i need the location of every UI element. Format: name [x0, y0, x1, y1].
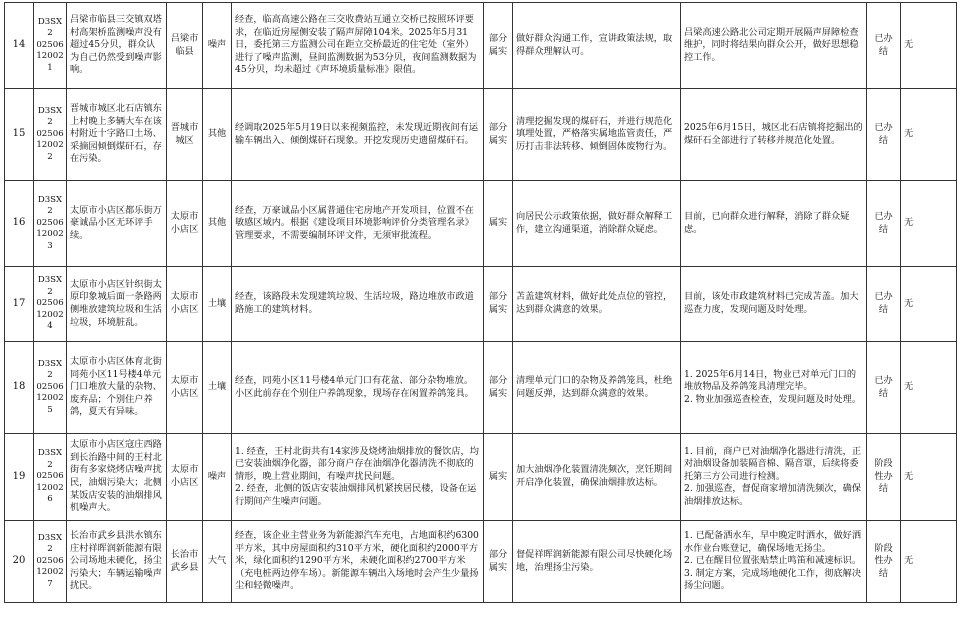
progress-line: 1. 2025年6月14日，物业已对单元门口的堆放物品及养鸽笼具清理完毕。 [684, 368, 857, 393]
table-row [5, 521, 957, 603]
case-code-line: 3 [47, 240, 53, 251]
complaint-text: 长治市武乡县洪水镇东庄村祥晖润新能源有限公司场地未硬化，扬尘污染大；车辆运输噪声扰民。 [67, 521, 167, 603]
verdict: 部分属实 [484, 521, 513, 603]
accountability: 无 [901, 434, 957, 521]
case-code-line: 12002 [36, 140, 64, 151]
investigation-result [232, 3, 484, 89]
progress-line: 2. 已在醒目位置张贴禁止鸣笛和减速标识。 [684, 555, 862, 567]
rectification-requirement: 做好群众沟通工作，宣讲政策法规，取得群众理解认可。 [513, 3, 681, 89]
status: 已办结 [867, 3, 901, 89]
verdict: 部分属实 [484, 267, 513, 342]
case-code-line: 02506 [36, 555, 64, 566]
progress-line: 3. 制定方案，完成场地硬化工作，彻底解决扬尘问题。 [684, 567, 862, 592]
rectification-requirement: 督促祥晖润新能源有限公司尽快硬化场地，治理扬尘污染。 [513, 521, 681, 603]
case-code-line: D3SX2 [37, 358, 63, 381]
pollution-type: 噪声 [203, 3, 232, 89]
case-code [34, 267, 67, 342]
progress-line: 2. 物业加强巡查检查，发现问题及时处理。 [684, 393, 862, 405]
pollution-type: 土壤 [203, 267, 232, 342]
row-index: 16 [5, 181, 34, 267]
verdict: 属实 [484, 181, 513, 267]
investigation-result [232, 89, 484, 181]
verdict: 部分属实 [484, 89, 513, 181]
case-code [34, 3, 67, 89]
investigation-line: 经查，临高高速公路在三交收费站互通立交桥已按照环评要求，在临近房屋侧安装了隔声屏障104米。2025年5月31日，委托第三方监测公司在距立交桥最近的住宅处（室外）进行了噪声监测，昼间监测数据为53分贝，夜间监测数据为45分贝，均未超过《声环境质量标准》限值。 [235, 14, 477, 76]
investigation-line: 经查，该企业主营业务为新能源汽车充电，占地面积约6300平方米，其中房屋面积约310平方米，硬化面积约2000平方米，绿化面积约1290平方米，未硬化面积约2700平方米（充电桩两边停车场）。新能源车辆出入场地时会产生少量扬尘和轻微噪声。 [235, 530, 479, 592]
case-code-line: 12002 [36, 482, 64, 493]
investigation-line: 经查，同苑小区11号楼4单元门口有花盆、部分杂物堆放。小区此前存在个别住户养鸽现象，现场存在闲置养鸽笼具。 [235, 374, 474, 399]
accountability: 无 [901, 89, 957, 181]
rectification-progress [681, 181, 867, 267]
location: 太原市小店区 [167, 181, 203, 267]
table-row [5, 89, 957, 181]
row-index: 17 [5, 267, 34, 342]
status: 已办结 [867, 89, 901, 181]
case-code-line: 12002 [36, 229, 64, 240]
location: 太原市小店区 [167, 434, 203, 521]
case-code [34, 89, 67, 181]
case-code-line: 02506 [36, 128, 64, 139]
table-row [5, 342, 957, 434]
status: 阶段性办结 [867, 521, 901, 603]
row-index: 18 [5, 342, 34, 434]
case-code-line: 12002 [36, 393, 64, 404]
case-code-line: D3SX2 [37, 448, 63, 470]
row-index: 15 [5, 89, 34, 181]
status: 已办结 [867, 267, 901, 342]
rectification-progress [681, 3, 867, 89]
investigation-line: 经查，该路段未发现建筑垃圾、生活垃圾，路边堆放市政道路施工的建筑材料。 [235, 291, 474, 315]
location: 长治市武乡县 [167, 521, 203, 603]
case-code-line: 12002 [36, 51, 64, 62]
complaint-text: 太原市小店区都乐街万豪诚品小区无环评手续。 [67, 181, 167, 267]
progress-line: 目前，该处市政建筑材料已完成苫盖。加大巡查力度，发现问题及时处理。 [684, 291, 859, 315]
pollution-type: 其他 [203, 89, 232, 181]
table-row [5, 181, 957, 267]
investigation-result [232, 267, 484, 342]
case-code-line: 02506 [36, 471, 64, 482]
pollution-type: 噪声 [203, 434, 232, 521]
case-code-line: 7 [47, 578, 53, 589]
progress-line: 1. 目前，商户已对油烟净化器进行清洗，正对油烟设备加装隔音棉、隔音罩，后续将委托第三方公司进行检测。 [684, 445, 862, 482]
accountability: 无 [901, 181, 957, 267]
rectification-requirement: 苫盖建筑材料，做好此处点位的管控，达到群众满意的效果。 [513, 267, 681, 342]
pollution-type: 土壤 [203, 342, 232, 434]
investigation-result [232, 521, 484, 603]
accountability: 无 [901, 342, 957, 434]
pollution-type: 大气 [203, 521, 232, 603]
accountability: 无 [901, 3, 957, 89]
rectification-progress [681, 434, 867, 521]
case-code-line: 02506 [36, 217, 64, 228]
investigation-line: 1. 经查，王村北街共有14家涉及烧烤油烟排放的餐饮店，均已安装油烟净化器，部分商户存在油烟净化器清洗不彻底的情形，晚上营业期间，有噪声扰民问题。 [235, 445, 479, 482]
progress-line: 1. 已配备洒水车，早中晚定时洒水，做好洒水作业台账登记，确保场地无扬尘。 [684, 530, 862, 554]
complaint-text: 太原市小店区针织街太原印象城后面一条路两侧堆放建筑垃圾和生活垃圾，环境脏乱。 [67, 267, 167, 342]
complaint-text: 吕梁市临县三交镇双塔村高架桥监测噪声没有超过45分贝，群众认为自己仍然受到噪声影响。 [67, 3, 167, 89]
case-code-line: 1 [47, 62, 53, 73]
case-code-line: D3SX2 [37, 105, 63, 128]
verdict: 属实 [484, 434, 513, 521]
row-index: 20 [5, 521, 34, 603]
status: 阶段性办结 [867, 434, 901, 521]
case-code-line: D3SX2 [37, 16, 63, 39]
case-code-line: 02506 [36, 298, 64, 309]
investigation-line: 2. 经查，北侧的饭店安装油烟排风机紧挨居民楼，设备在运行期间产生噪声问题。 [235, 483, 477, 507]
progress-line: 吕梁高速公路北公司定期开展隔声屏障检查维护，同时将结果向群众公开，做好思想稳控工作。 [684, 26, 859, 63]
verdict: 部分属实 [484, 342, 513, 434]
complaint-text: 晋城市城区北石店镇东上村晚上多辆大车在该村附近十字路口土场、采摘园倾倒煤矸石，存在污染。 [67, 89, 167, 181]
pollution-type: 其他 [203, 181, 232, 267]
case-code-line: D3SX2 [37, 194, 63, 217]
location: 晋城市城区 [167, 89, 203, 181]
complaint-text: 太原市小店区寇庄西路到长治路中间的王村北街有多家烧烤店噪声扰民，油烟污染大；北侧某饭店安装的油烟排风机噪声大。 [67, 434, 167, 521]
table-row [5, 434, 957, 521]
investigation-result [232, 434, 484, 521]
status: 已办结 [867, 342, 901, 434]
case-code-line: 12002 [36, 567, 64, 578]
accountability: 无 [901, 521, 957, 603]
case-code-line: 12002 [36, 309, 64, 320]
case-code [34, 434, 67, 521]
table-row [5, 267, 957, 342]
case-code-line: 2 [47, 151, 53, 162]
rectification-requirement: 清理单元门口的杂物及养鸽笼具，杜绝问题反弹，达到群众满意的效果。 [513, 342, 681, 434]
table-row [5, 3, 957, 89]
investigation-result [232, 181, 484, 267]
investigation-line: 经查，万豪诚品小区属普通住宅房地产开发项目，位置不在敏感区域内。根据《建设项目环境影响评价分类管理名录》管理要求，不需要编制环评文件，无须审批流程。 [235, 204, 474, 241]
rectification-requirement: 向居民公示政策依据，做好群众解释工作，建立沟通渠道，消除群众疑虑。 [513, 181, 681, 267]
rectification-requirement: 加大油烟净化装置清洗频次，烹饪期间开启净化装置，确保油烟排放达标。 [513, 434, 681, 521]
rectification-progress [681, 521, 867, 603]
case-code-line: 02506 [36, 39, 64, 50]
case-code-line: 4 [47, 321, 53, 332]
verdict: 部分属实 [484, 3, 513, 89]
location: 太原市小店区 [167, 342, 203, 434]
case-code-line: D3SX2 [37, 275, 63, 297]
progress-line: 2025年6月15日，城区北石店镇将挖掘出的煤矸石全部进行了转移并规范化处置。 [684, 121, 863, 146]
progress-line: 2. 加强巡查，督促商家增加清洗频次，确保油烟排放达标。 [684, 483, 862, 507]
case-code [34, 342, 67, 434]
case-code-line: 02506 [36, 381, 64, 392]
rectification-progress [681, 267, 867, 342]
case-code [34, 181, 67, 267]
case-code-line: 6 [47, 494, 53, 505]
accountability: 无 [901, 267, 957, 342]
case-code-line: D3SX2 [37, 532, 63, 555]
rectification-progress [681, 89, 867, 181]
case-code-line: 5 [47, 404, 53, 415]
status: 已办结 [867, 181, 901, 267]
rectification-progress [681, 342, 867, 434]
location: 吕梁市临县 [167, 3, 203, 89]
investigation-line: 经调取2025年5月19日以来视频监控，未发现近期夜间有运输车辆出入、倾倒煤矸石现象。开挖发现历史遗留煤矸石。 [235, 121, 479, 146]
progress-line: 目前，已向群众进行解释，消除了群众疑虑。 [684, 210, 850, 235]
row-index: 14 [5, 3, 34, 89]
investigation-result [232, 342, 484, 434]
rectification-requirement: 清理挖掘发现的煤矸石，并进行规范化填埋处置，严格落实属地监管责任，严厉打击非法转移、倾倒固体废物行为。 [513, 89, 681, 181]
location: 太原市小店区 [167, 267, 203, 342]
case-code [34, 521, 67, 603]
case-table [4, 2, 957, 603]
row-index: 19 [5, 434, 34, 521]
complaint-text: 太原市小店区体育北街同苑小区11号楼4单元门口堆放大量的杂物、废弃品；个别住户养鸽，夏天有异味。 [67, 342, 167, 434]
